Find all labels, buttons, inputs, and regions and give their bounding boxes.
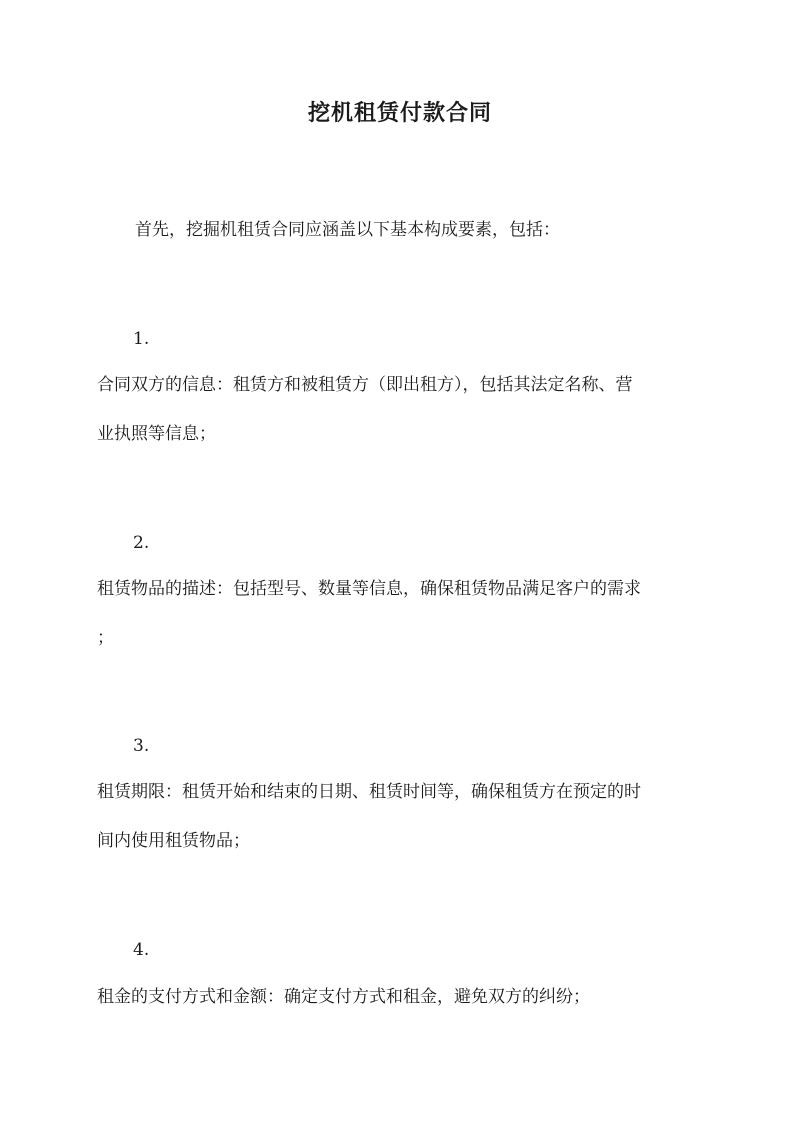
item-text-line: 业执照等信息；: [97, 424, 216, 444]
item-text-line: 租赁物品的描述：包括型号、数量等信息，确保租赁物品满足客户的需求: [97, 579, 641, 599]
item-number: 3.: [133, 736, 150, 756]
item-text-line: 间内使用租赁物品；: [97, 831, 250, 851]
document-title: 挖机租赁付款合同: [307, 100, 492, 126]
item-number: 1.: [133, 329, 150, 349]
item-number: 2.: [133, 533, 150, 553]
item-text-line: 租金的支付方式和金额：确定支付方式和租金，避免双方的纠纷；: [97, 987, 590, 1007]
item-text-line: 合同双方的信息：租赁方和被租赁方（即出租方），包括其法定名称、营: [97, 375, 633, 395]
item-text-line: ；: [97, 628, 114, 648]
item-number: 4.: [133, 940, 150, 960]
intro-paragraph: 首先，挖掘机租赁合同应涵盖以下基本构成要素，包括：: [135, 220, 560, 240]
item-text-line: 租赁期限：租赁开始和结束的日期、租赁时间等，确保租赁方在预定的时: [97, 782, 641, 802]
